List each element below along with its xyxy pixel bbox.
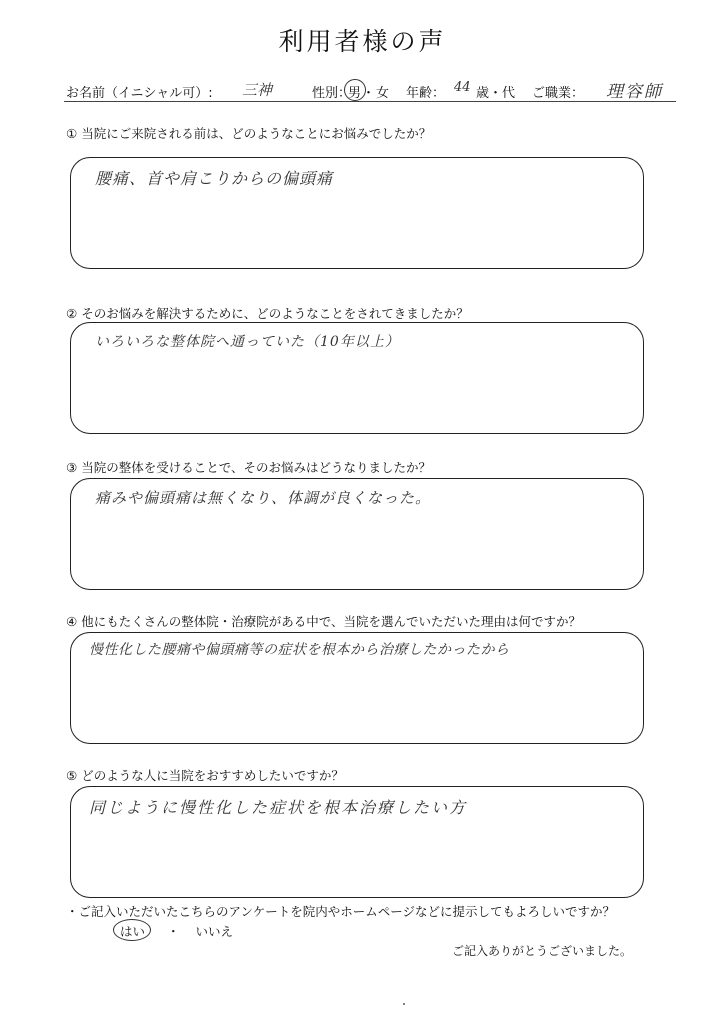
question-text: どのような人に当院をおすすめしたいですか？ (81, 768, 344, 783)
info-underline (64, 101, 676, 102)
answer-box-4 (70, 632, 644, 744)
answer-box-1 (70, 157, 644, 269)
question-3 (66, 458, 431, 476)
question-number: ③ (66, 460, 78, 475)
question-number: ② (66, 306, 78, 321)
consent-no: いいえ (195, 924, 234, 939)
gender-male: 男 (348, 86, 362, 101)
answer-text: 腰痛、首や肩こりからの偏頭痛 (95, 169, 334, 188)
name-label: お名前（イニシャル可）: (66, 86, 213, 101)
name-value: 三神 (242, 81, 273, 99)
page-title: 利用者様の声 (278, 27, 447, 56)
consent-yes: はい (120, 924, 146, 939)
question-2 (66, 304, 469, 322)
age-value: 44 (454, 80, 471, 95)
answer-box-3 (70, 478, 644, 590)
job-label: ご職業： (532, 86, 585, 101)
answer-box-2 (70, 322, 644, 434)
job-value: 理容師 (606, 82, 663, 102)
answer-text: いろいろな整体院へ通っていた（10年以上） (95, 334, 400, 350)
question-text: 当院の整体を受けることで、そのお悩みはどうなりましたか？ (81, 460, 431, 475)
thanks-message: ご記入ありがとうございました。 (452, 944, 633, 958)
question-text: そのお悩みを解決するために、どのようなことをされてきましたか？ (81, 306, 469, 321)
age-label: 年齢： (406, 86, 446, 101)
question-number: ⑤ (66, 768, 78, 783)
selection-circle-icon (113, 919, 151, 941)
answer-box-5 (70, 786, 644, 898)
age-unit: 歳・代 (476, 86, 516, 101)
scan-dot (403, 1003, 405, 1005)
gender-label: 性別： (312, 86, 352, 101)
question-text: 当院にご来院される前は、どのようなことにお悩みでしたか？ (81, 126, 432, 141)
question-4 (66, 612, 581, 630)
consent-question: ・ご記入いただいたこちらのアンケートを院内やホームページなどに提示してもよろしいですか？ (66, 904, 616, 919)
question-number: ① (66, 126, 78, 141)
question-5 (66, 766, 344, 784)
consent-options (116, 922, 233, 940)
question-1 (66, 124, 431, 142)
question-text: 他にもたくさんの整体院・治療院がある中で、当院を選んでいただいた理由は何ですか？ (81, 614, 581, 629)
gender-female: 女 (376, 86, 390, 101)
answer-text: 痛みや偏頭痛は無くなり、体調が良くなった。 (95, 489, 432, 507)
answer-text: 慢性化した腰痛や偏頭痛等の症状を根本から治療したかったから (89, 642, 510, 658)
answer-text: 同じように慢性化した症状を根本治療したい方 (89, 798, 468, 817)
consent-separator: ・ (167, 924, 180, 939)
question-number: ④ (66, 614, 78, 629)
respondent-info (66, 80, 676, 102)
gender-separator: ・ (362, 86, 376, 101)
